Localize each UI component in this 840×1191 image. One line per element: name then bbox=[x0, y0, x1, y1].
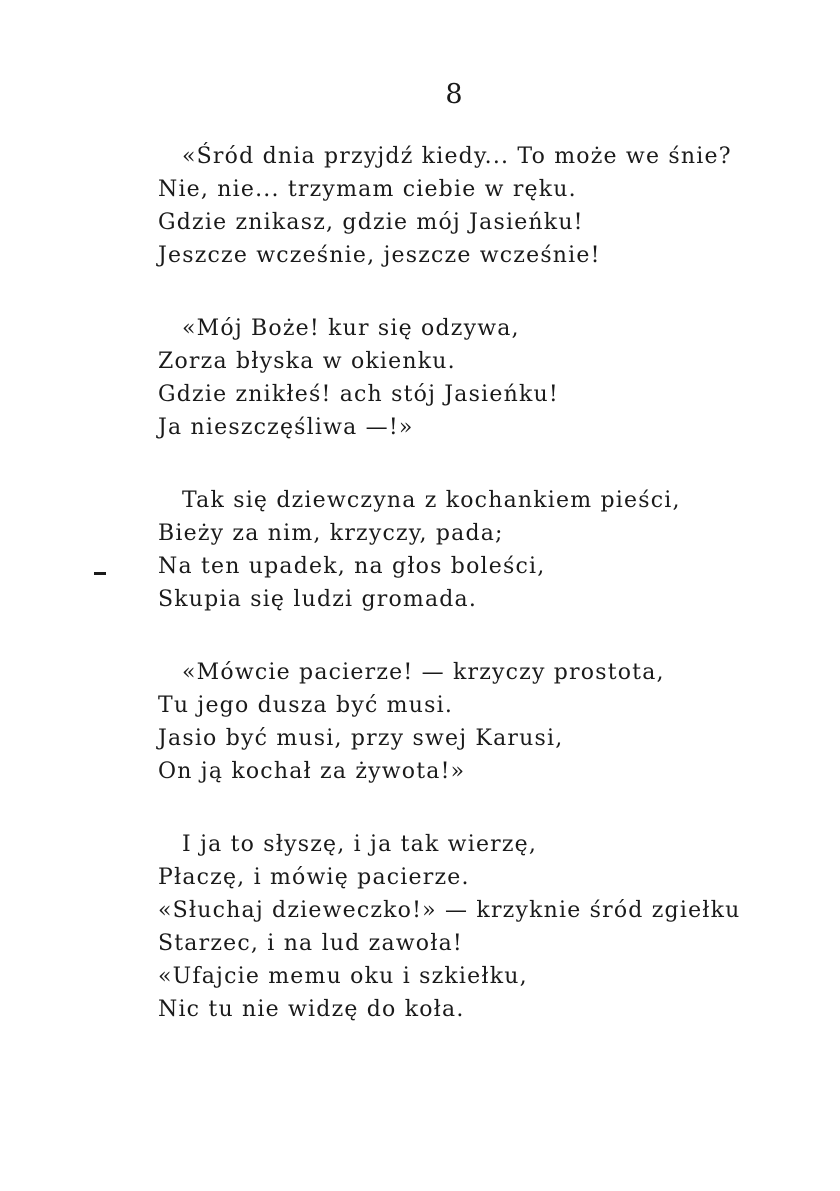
poem-line: «Mówcie pacierze! — krzyczy prostota, bbox=[182, 660, 665, 685]
stanza-2 bbox=[158, 312, 798, 444]
stanza-3 bbox=[158, 484, 798, 616]
poem-line: Tu jego dusza być musi. bbox=[158, 693, 454, 718]
poem-line: Bieży za nim, krzyczy, pada; bbox=[158, 521, 504, 546]
poem bbox=[158, 140, 798, 1066]
poem-line: Gdzie znikasz, gdzie mój Jasieńku! bbox=[158, 210, 584, 235]
poem-line: «Słuchaj dzieweczko!» — krzyknie śród zgiełku bbox=[158, 898, 741, 923]
poem-line: On ją kochał za żywota!» bbox=[158, 759, 466, 784]
poem-line: I ja to słyszę, i ja tak wierzę, bbox=[182, 832, 538, 857]
poem-line: Zorza błyska w okienku. bbox=[158, 349, 456, 374]
poem-line: Starzec, i na lud zawoła! bbox=[158, 931, 463, 956]
poem-line: Jasio być musi, przy swej Karusi, bbox=[158, 726, 564, 751]
margin-mark bbox=[94, 572, 106, 575]
poem-line: «Ufajcie memu oku i szkiełku, bbox=[158, 964, 528, 989]
stanza-1 bbox=[158, 140, 798, 272]
stanza-4 bbox=[158, 656, 798, 788]
poem-line: Nic tu nie widzę do koła. bbox=[158, 997, 465, 1022]
poem-line: Tak się dziewczyna z kochankiem pieści, bbox=[182, 488, 681, 513]
poem-line: «Mój Boże! kur się odzywa, bbox=[182, 316, 520, 341]
poem-line: Płaczę, i mówię pacierze. bbox=[158, 865, 470, 890]
poem-line: Gdzie znikłeś! ach stój Jasieńku! bbox=[158, 382, 559, 407]
page-number: 8 bbox=[445, 79, 463, 110]
stanza-5 bbox=[158, 828, 798, 1026]
poem-line: Nie, nie... trzymam ciebie w ręku. bbox=[158, 177, 577, 202]
poem-line: Ja nieszczęśliwa —!» bbox=[158, 415, 414, 440]
poem-line: Na ten upadek, na głos boleści, bbox=[158, 554, 546, 579]
poem-line: «Śród dnia przyjdź kiedy... To może we śnie? bbox=[182, 144, 732, 169]
poem-line: Skupia się ludzi gromada. bbox=[158, 587, 478, 612]
poem-line: Jeszcze wcześnie, jeszcze wcześnie! bbox=[158, 243, 601, 268]
